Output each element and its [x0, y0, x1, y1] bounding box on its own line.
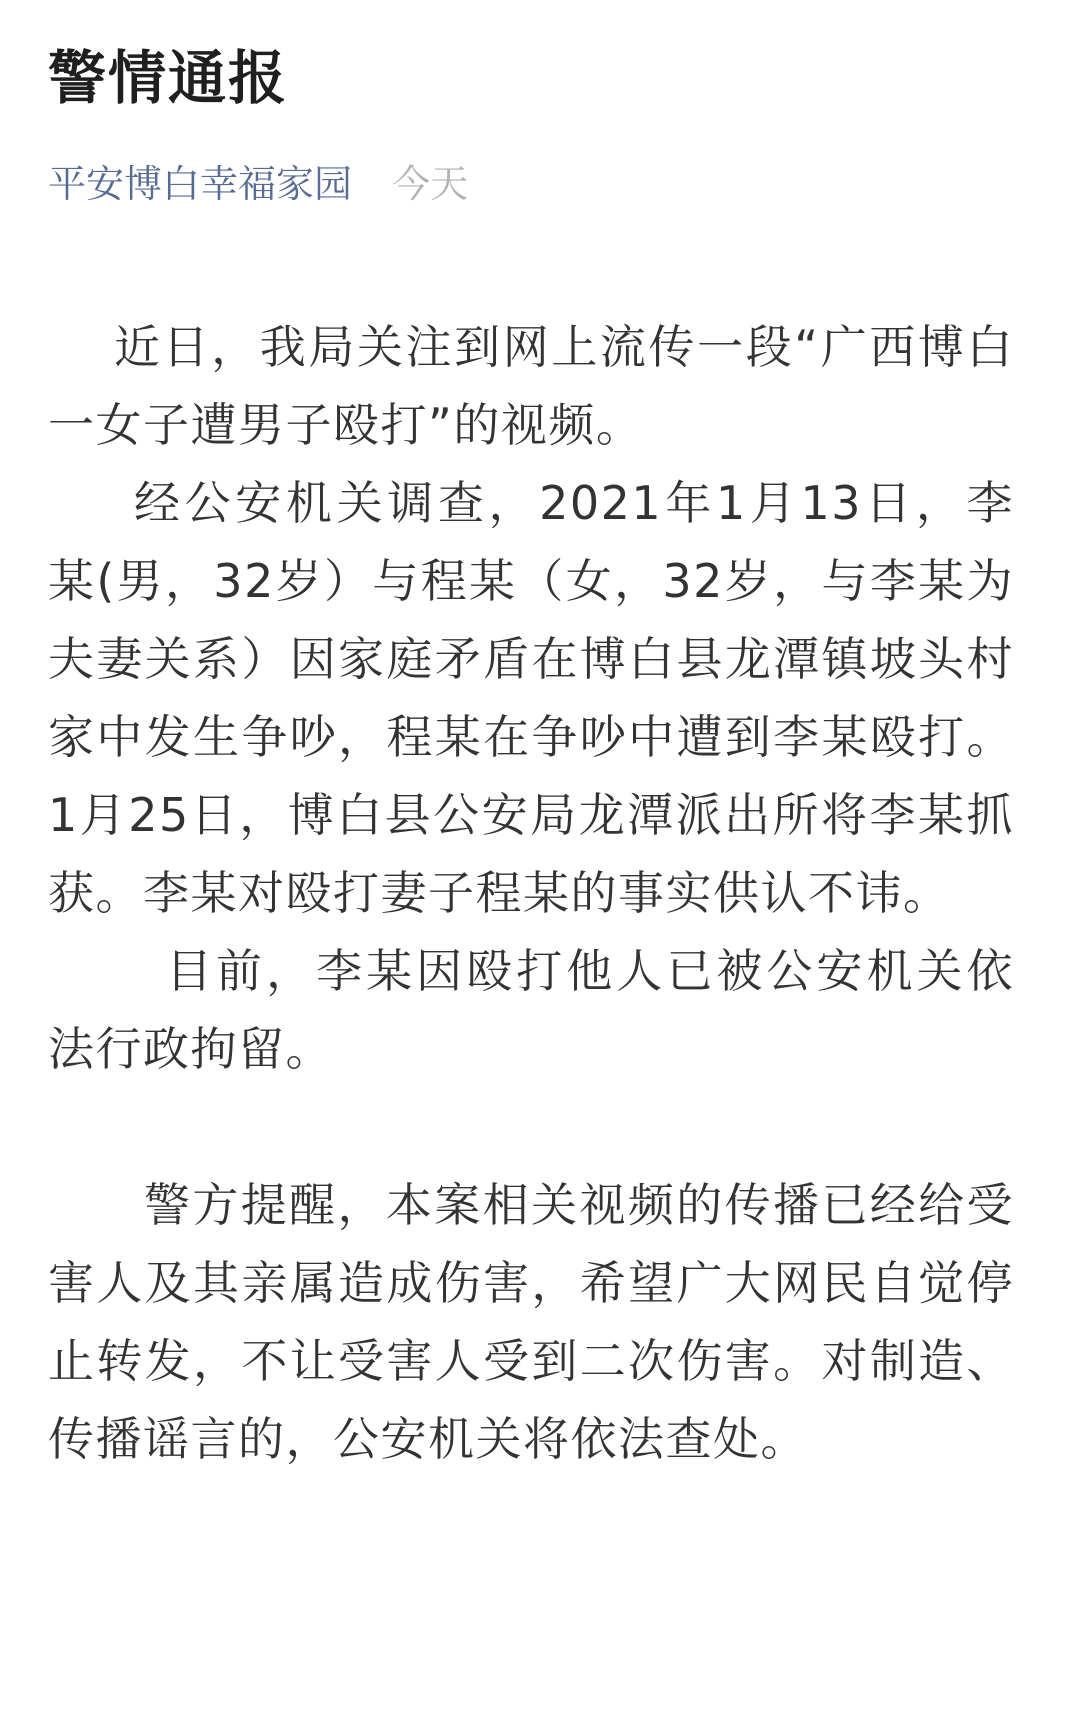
- article-title: 警情通报: [48, 44, 289, 112]
- paragraph-police-reminder: 警方提醒，本案相关视频的传播已经给受害人及其亲属造成伤害，希望广大网民自觉停止转发，不让受害人受到二次伤害。对制造、传播谣言的，公安机关将依法查处。: [48, 1178, 1014, 1466]
- account-name-link[interactable]: 平安博白幸福家园: [48, 162, 353, 206]
- paragraph-investigation: 经公安机关调查，2021年1月13日，李某(男，32岁）与程某（女，32岁，与李某为夫妻关系）因家庭矛盾在博白县龙潭镇坡头村家中发生争吵，程某在争吵中遭到李某殴打。1月25日，博白县公安局龙潭派出所将李某抓获。李某对殴打妻子程某的事实供认不讳。: [48, 476, 1014, 920]
- article-body: [48, 308, 1014, 1478]
- paragraph-intro: 近日，我局关注到网上流传一段“广西博白一女子遭男子殴打”的视频。: [48, 320, 1014, 452]
- publish-date: 今天: [392, 162, 469, 206]
- paragraph-detention: 目前，李某因殴打他人已被公安机关依法行政拘留。: [48, 944, 1014, 1076]
- article-meta: [48, 160, 468, 208]
